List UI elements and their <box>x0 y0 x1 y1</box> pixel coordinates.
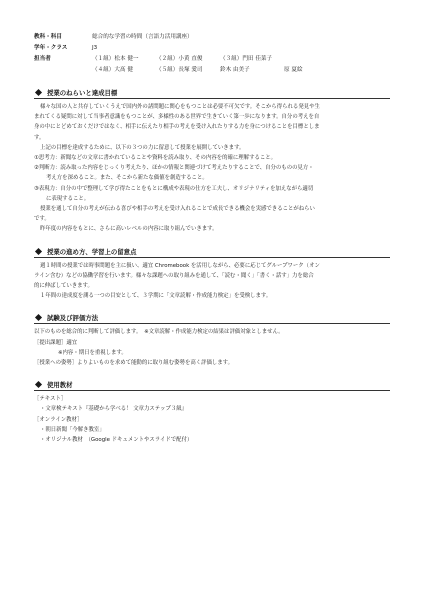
paragraph-line: まれてくる疑問に対して当事者意識をもつことが、多様性のある世界で生きていく第一歩になります。自分の考えを自 <box>34 114 320 121</box>
paragraph-line: す。 <box>34 134 45 141</box>
section-heading <box>34 88 390 99</box>
teacher-name: （２組）小黄 直俊 <box>156 56 203 62</box>
paragraph-line: 昨年度の内容をもとに、さらに高いレベルの内容に取り組んでいきます。 <box>40 226 218 233</box>
teacher-name: （３組）門田 佳菜子 <box>220 56 273 62</box>
method-section <box>34 247 390 302</box>
subject-row <box>34 32 390 43</box>
course-info <box>34 32 390 76</box>
diamond-bullet-icon <box>35 381 42 388</box>
evaluation-section <box>34 313 390 368</box>
teacher-name: （１組）松本 健一 <box>92 56 139 62</box>
subject-label: 教科・科目 <box>34 34 62 40</box>
paragraph-line: ライン含む）などの協働学習を行います。様々な課題への取り組みを通して、「読む・聞く」「書く・話す」力を総合 <box>34 272 314 279</box>
teacher-line-2 <box>92 65 390 76</box>
paragraph-line: 的に伸ばしていきます。 <box>34 283 93 290</box>
section-body <box>34 327 390 368</box>
diamond-bullet-icon <box>35 248 42 255</box>
paragraph-line: １年間の達成度を測る一つの目安として、３学期に「文章読解・作成能力検定」を受検します。 <box>40 293 272 300</box>
paragraph-line: ②判断力：読み取った内容をじっくり考えたり、ほかの情報と関連づけて考えたりすることで、自分のものの見方・ <box>34 165 314 172</box>
paragraph-line: 身の中にとどめておくだけではなく、相手に伝えたり相手の考えを受け入れたりする力を身につけることを目標としま <box>34 124 320 131</box>
paragraph-line: に表現すること。 <box>46 195 90 202</box>
grade-label: 学年・クラス <box>34 45 68 51</box>
paragraph-line: ［テキスト］ <box>34 396 67 403</box>
teacher-row <box>34 54 390 76</box>
paragraph-line: ①思考力：新聞などの文章に書かれていることや資料を読み取り、その内容を的確に理解すること。 <box>34 155 277 162</box>
paragraph-line: ［オンライン教材］ <box>34 416 83 423</box>
paragraph-line: 以下のものを総合的に判断して評価します。 ※文章読解・作成能力検定の結果は評価対象としません。 <box>34 329 284 336</box>
paragraph-line: 考え方を深めること。また、そこから新たな価値を創造すること。 <box>46 175 208 182</box>
section-body <box>34 102 390 235</box>
teacher-name: 原 夏絵 <box>284 67 303 73</box>
section-heading <box>34 313 390 324</box>
diamond-bullet-icon <box>35 314 42 321</box>
section-title: 授業の進め方、学習上の留意点 <box>47 247 137 256</box>
paragraph-line: です。 <box>34 216 50 223</box>
teacher-name: （４組）大髙 健 <box>92 67 133 73</box>
paragraph-line: ・朝日新聞「今解き教室」 <box>40 426 105 433</box>
section-title: 授業のねらいと達成目標 <box>47 89 118 97</box>
section-heading <box>34 247 390 258</box>
paragraph-line: ※内容・期日を重視します。 <box>58 349 127 356</box>
teacher-list <box>92 54 390 76</box>
grade-row <box>34 43 390 54</box>
paragraph-line: ・文章検テキスト『基礎から学べる！ 文章力ステップ３級』 <box>40 406 188 413</box>
teacher-line-1 <box>92 54 390 65</box>
section-heading <box>34 380 390 391</box>
section-body <box>34 394 390 445</box>
paragraph-line: ③表現力：自分の中で整理して学び得たことをもとに構成や表現の仕方を工夫し、オリジナリティを加えながら適切 <box>34 185 314 192</box>
paragraph-line: 授業を通して自分の考えが伝わる喜びや相手の考えを受け入れることで成長できる機会を実感できることがねらい <box>40 206 315 213</box>
paragraph-line: ［授業への姿勢］よりよいものを求めて能動的に取り組む姿勢を高く評価します。 <box>34 360 234 367</box>
paragraph-line: 週１時間の授業では時事問題を主に扱い、適宜 Chromebook を活用しながら、必要に応じてグループワーク（オン <box>40 262 320 269</box>
paragraph-line: 上記の目標を達成するために、以下の３つの力に留意して授業を展開していきます。 <box>40 144 245 151</box>
section-title: 使用教材 <box>47 381 73 390</box>
paragraph-line: ［提出課題］適宜 <box>34 339 78 346</box>
diamond-bullet-icon <box>35 89 42 96</box>
grade-value: J3 <box>92 45 98 51</box>
paragraph-line: 様々な国の人と共存していくうえで国内外の諸問題に関心をもつことは必要不可欠です。そこから得られる発見や生 <box>40 104 320 110</box>
materials-section <box>34 380 390 445</box>
paragraph-line: ・オリジナル教材 （Google ドキュメントやスライドで配付） <box>40 437 193 444</box>
subject-value: 総合的な学習の時間（言語力活用講座） <box>92 34 193 40</box>
goals-section <box>34 88 390 235</box>
teacher-name: （５組）長塚 愛司 <box>156 67 203 73</box>
teacher-label: 担当者 <box>34 56 51 62</box>
teacher-name: 鈴木 由美子 <box>220 67 250 73</box>
section-title: 試験及び評価方法 <box>47 314 99 323</box>
section-body <box>34 261 390 302</box>
